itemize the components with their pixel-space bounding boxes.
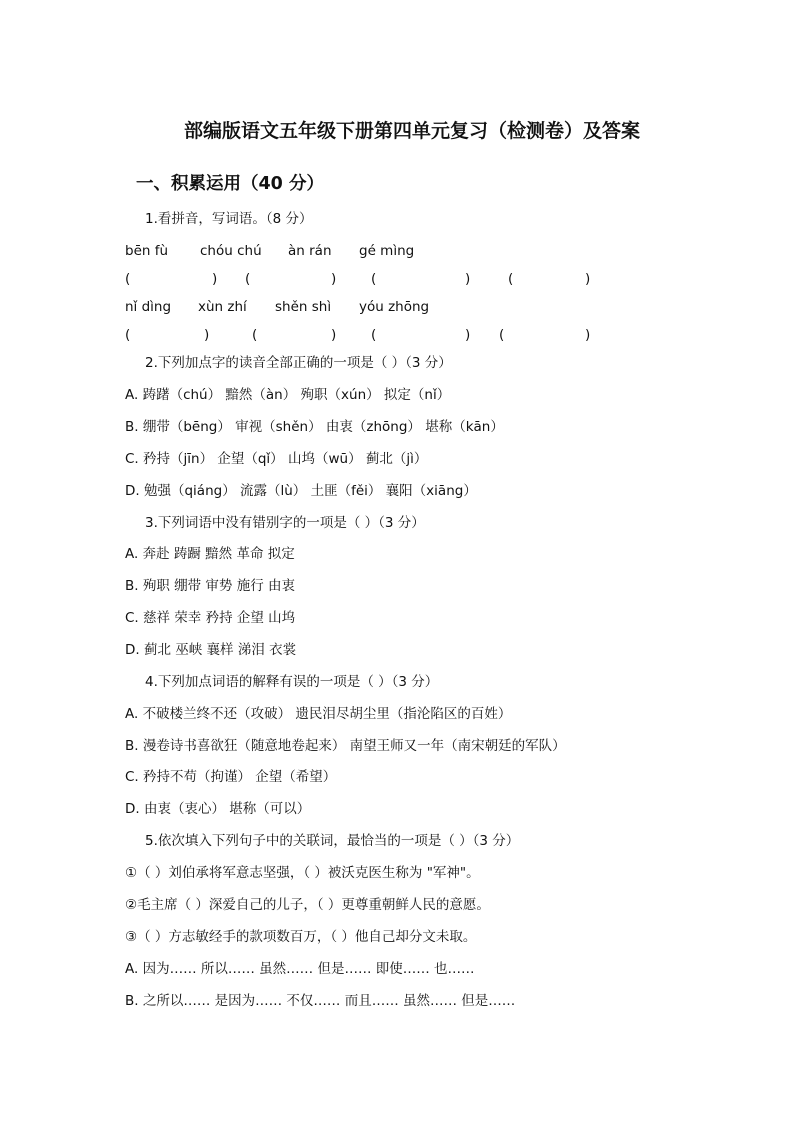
pinyin-xunzhi: xùn zhí [198, 299, 247, 315]
blank-4-open: ( [508, 271, 514, 287]
question-4-option-b: B. 漫卷诗书喜欲狂（随意地卷起来） 南望王师又一年（南宋朝廷的军队） [125, 738, 566, 754]
blank-1-close: ) [212, 271, 218, 287]
question-2-option-d: D. 勉强（qiáng） 流露（lù） 土匪（fěi） 襄阳（xiāng） [125, 483, 477, 499]
question-4-stem: 4.下列加点词语的解释有误的一项是（ ）（3 分） [145, 674, 439, 690]
blank-4-close: ) [585, 271, 591, 287]
blank-3-close: ) [465, 271, 471, 287]
blank-6-close: ) [331, 327, 337, 343]
question-3-option-c: C. 慈祥 荣幸 矜持 企望 山坞 [125, 610, 296, 626]
question-5-option-a: A. 因为…… 所以…… 虽然…… 但是…… 即使…… 也…… [125, 961, 475, 977]
question-4-option-a: A. 不破楼兰终不还（攻破） 遗民泪尽胡尘里（指沦陷区的百姓） [125, 706, 512, 722]
blank-5-open: ( [125, 327, 131, 343]
question-1-stem: 1.看拼音，写词语。（8 分） [145, 211, 313, 227]
pinyin-anran: àn rán [288, 243, 332, 259]
blank-2-open: ( [245, 271, 251, 287]
blank-7-open: ( [371, 327, 377, 343]
question-5-sentence-2: ②毛主席（ ）深爱自己的儿子，（ ）更尊重朝鲜人民的意愿。 [125, 897, 490, 913]
pinyin-geming: gé mìng [359, 243, 415, 259]
question-4-option-c: C. 矜持不苟（拘谨） 企望（希望） [125, 769, 337, 785]
question-2-stem: 2.下列加点字的读音全部正确的一项是（ ）（3 分） [145, 355, 452, 371]
blank-7-close: ) [465, 327, 471, 343]
blank-2-close: ) [331, 271, 337, 287]
page-title: 部编版语文五年级下册第四单元复习（检测卷）及答案 [183, 120, 640, 142]
blank-5-close: ) [204, 327, 210, 343]
pinyin-niding: nǐ dìng [125, 299, 172, 315]
question-3-option-a: A. 奔赴 踌蹰 黯然 革命 拟定 [125, 546, 295, 562]
pinyin-youzhong: yóu zhōng [359, 299, 430, 315]
question-3-option-d: D. 蓟北 巫峡 襄样 涕泪 衣裳 [125, 642, 297, 658]
blank-3-open: ( [371, 271, 377, 287]
question-2-option-b: B. 绷带（bēng） 审视（shěn） 由衷（zhōng） 堪称（kān） [125, 419, 504, 435]
section-heading: 一、积累运用（40 分） [136, 174, 324, 194]
blank-8-close: ) [585, 327, 591, 343]
pinyin-shenshi: shěn shì [275, 299, 332, 315]
question-3-option-b: B. 殉职 绷带 审势 施行 由衷 [125, 578, 296, 594]
blank-8-open: ( [499, 327, 505, 343]
question-5-option-b: B. 之所以…… 是因为…… 不仅…… 而且…… 虽然…… 但是…… [125, 993, 516, 1009]
blank-1-open: ( [125, 271, 131, 287]
pinyin-benfu: bēn fù [125, 243, 169, 259]
blank-6-open: ( [252, 327, 258, 343]
question-5-sentence-3: ③（ ）方志敏经手的款项数百万，（ ）他自己却分文未取。 [125, 929, 477, 945]
question-5-stem: 5.依次填入下列句子中的关联词，最恰当的一项是（ ）（3 分） [145, 833, 520, 849]
question-5-sentence-1: ①（ ）刘伯承将军意志坚强，（ ）被沃克医生称为 "军神"。 [125, 865, 480, 881]
question-3-stem: 3.下列词语中没有错别字的一项是（ ）（3 分） [145, 515, 425, 531]
pinyin-chouchu: chóu chú [200, 243, 262, 259]
question-4-option-d: D. 由衷（衷心） 堪称（可以） [125, 801, 311, 817]
question-2-option-c: C. 矜持（jīn） 企望（qǐ） 山坞（wū） 蓟北（jì） [125, 451, 428, 467]
question-2-option-a: A. 踌躇（chú） 黯然（àn） 殉职（xún） 拟定（nǐ） [125, 387, 451, 403]
